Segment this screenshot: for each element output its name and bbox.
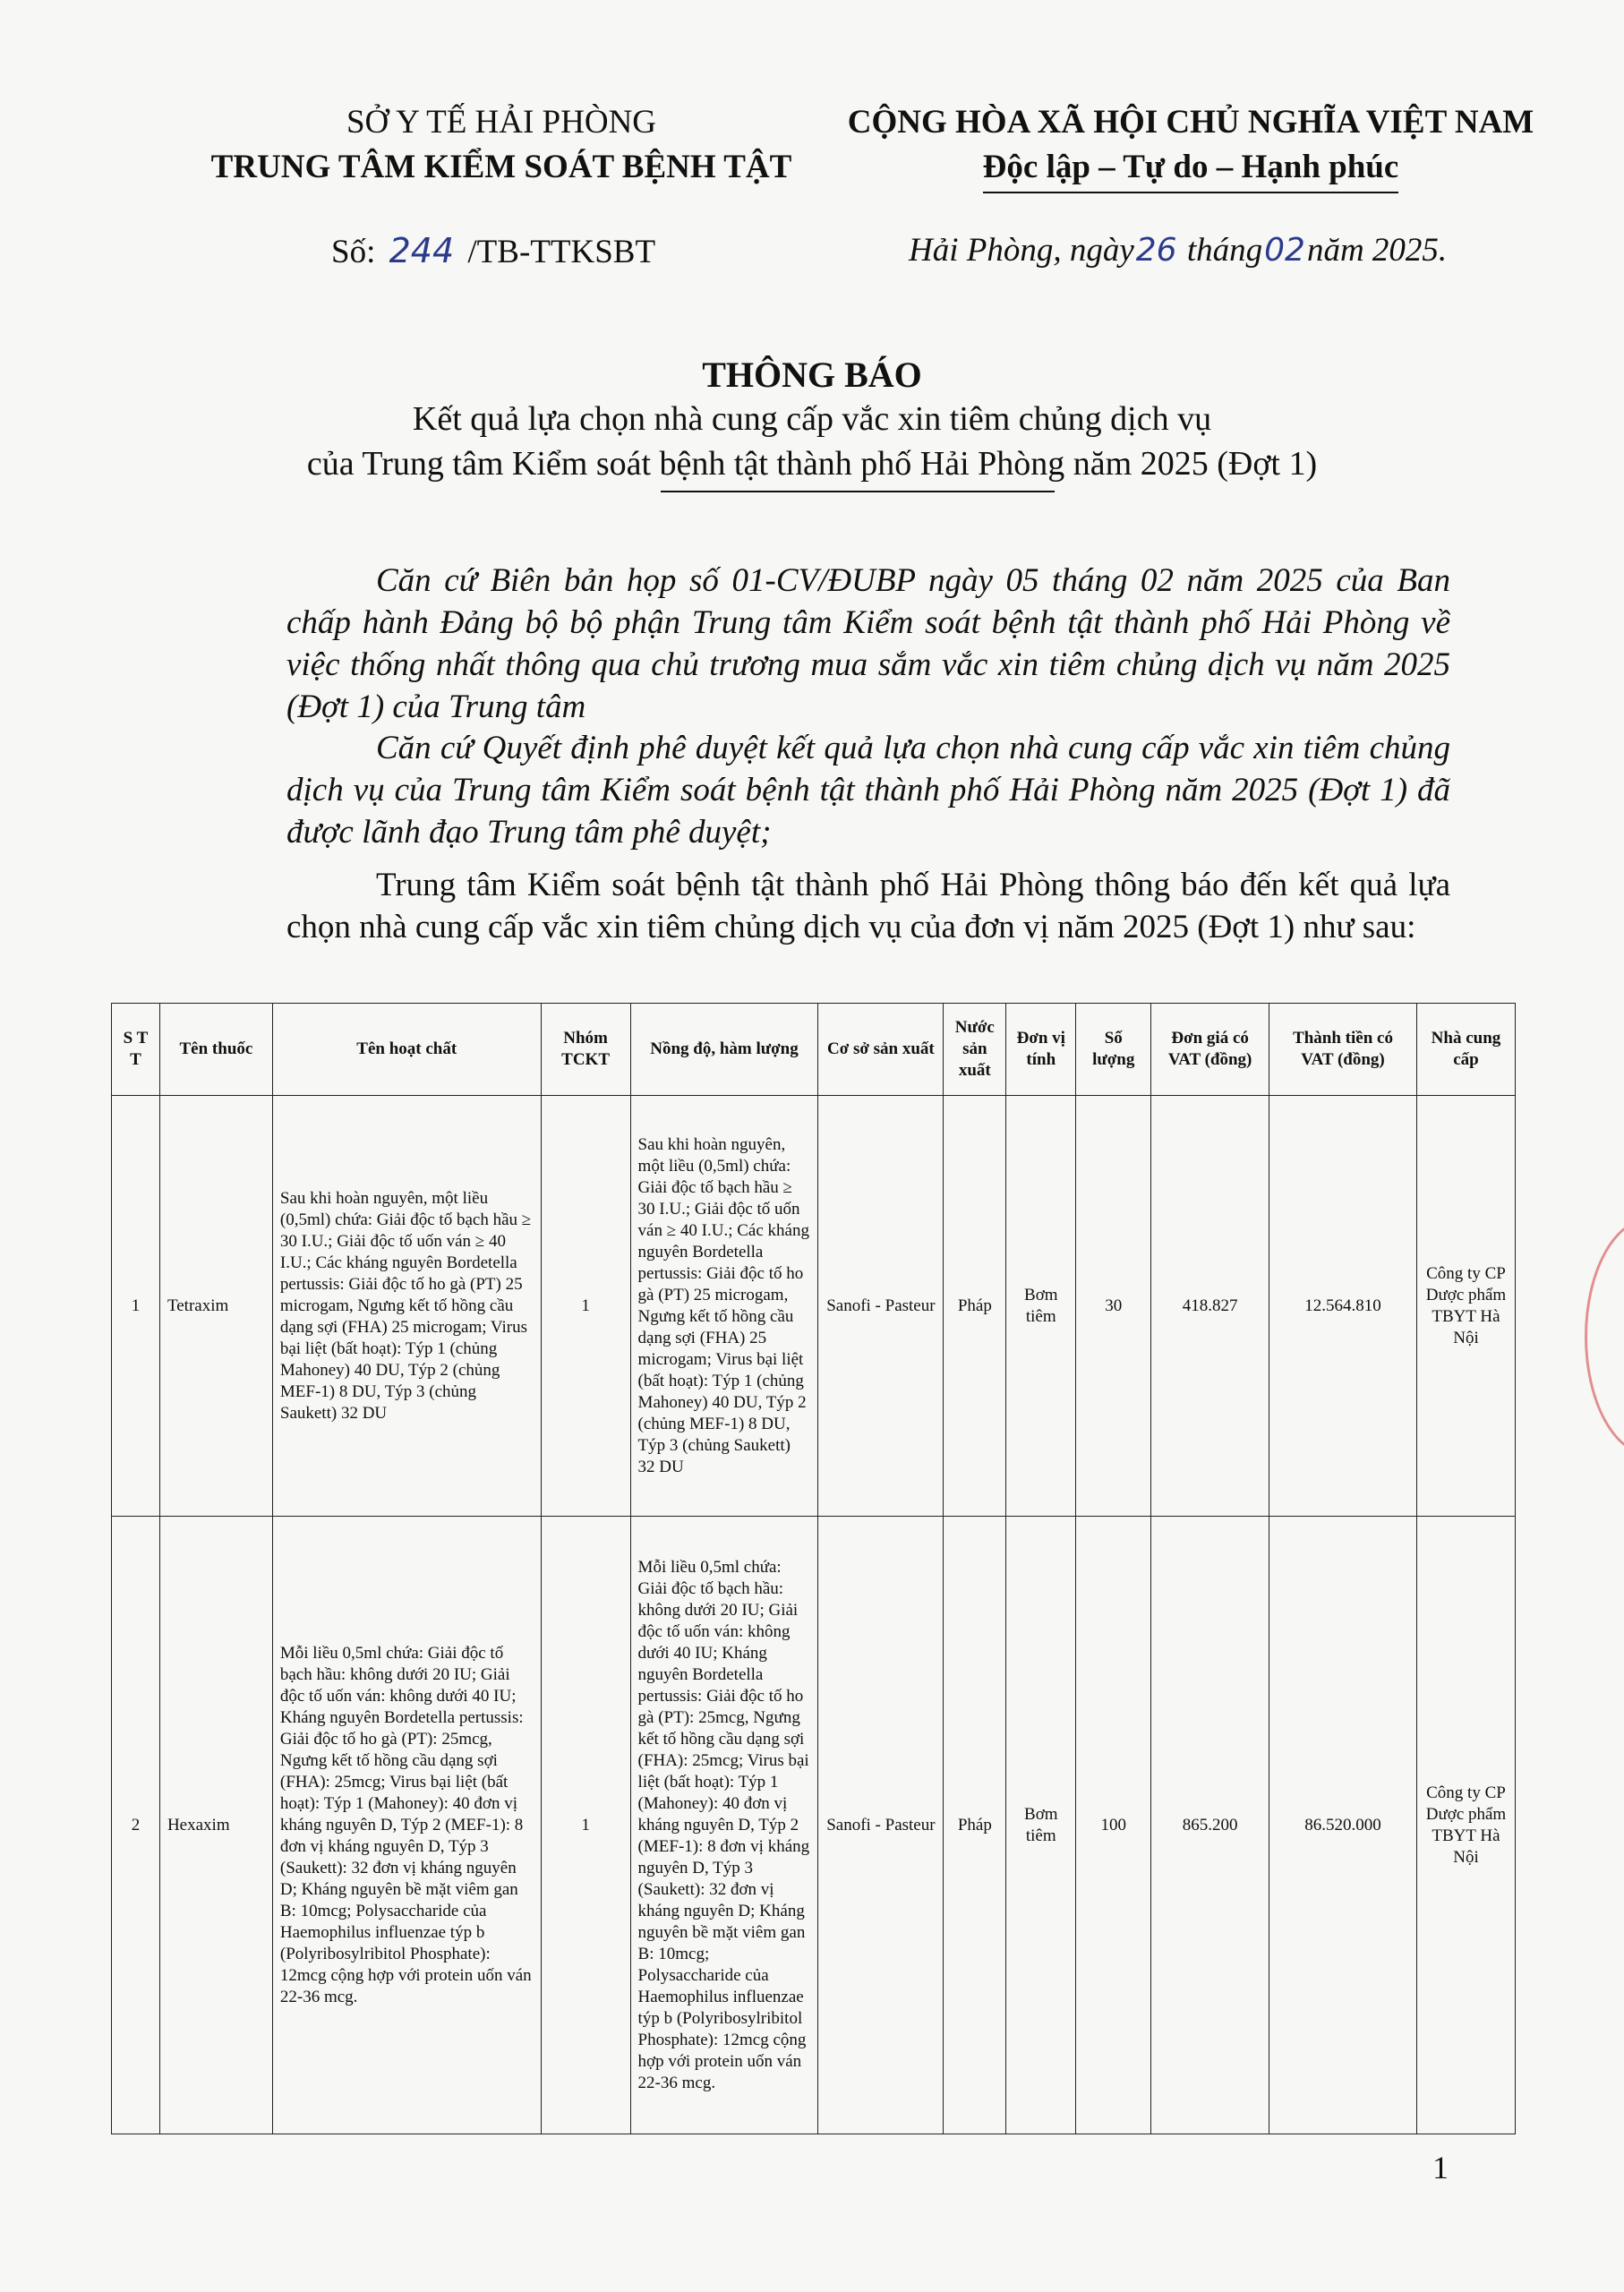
title-heading: THÔNG BÁO <box>702 355 922 395</box>
cell-stt: 2 <box>112 1517 160 2134</box>
title-subtitle-2: của Trung tâm Kiểm soát bệnh tật thành phố Hải Phòng năm 2025 (Đợt 1) <box>306 445 1318 483</box>
header-group: Nhóm TCKT <box>541 1004 630 1096</box>
page-number: 1 <box>1432 2150 1449 2185</box>
cell-group: 1 <box>541 1096 630 1517</box>
header-drug-name: Tên thuốc <box>159 1004 272 1096</box>
document-date <box>909 231 1447 269</box>
cell-total: 86.520.000 <box>1269 1517 1417 2134</box>
nation-name: CỘNG HÒA XÃ HỘI CHỦ NGHĨA VIỆT NAM <box>847 104 1534 141</box>
basis-paragraph-2: Căn cứ Quyết định phê duyệt kết quả lựa chọn nhà cung cấp vắc xin tiêm chủng dịch vụ của Trung tâm Kiểm soát bệnh tật thành phố Hải Phòng năm 2025 (Đợt 1) đã được lãnh đạo Trung tâm phê duyệt; <box>286 730 1450 851</box>
basis-paragraph-1: Căn cứ Biên bản họp số 01-CV/ĐUBP ngày 05 tháng 02 năm 2025 của Ban chấp hành Đảng bộ bộ phận Trung tâm Kiểm soát bệnh tật thành phố Hải Phòng về việc thống nhất thông qua chủ trương mua sắm vắc xin tiêm chủng dịch vụ năm 2025 (Đợt 1) của Trung tâm <box>286 562 1450 725</box>
cell-drug-name: Hexaxim <box>159 1517 272 2134</box>
number-suffix: /TB-TTKSBT <box>467 234 656 270</box>
cell-unit: Bơm tiêm <box>1006 1517 1076 2134</box>
cell-country: Pháp <box>944 1096 1006 1517</box>
document-title <box>0 354 1624 486</box>
cell-group: 1 <box>541 1517 630 2134</box>
cell-quantity: 30 <box>1076 1096 1151 1517</box>
cell-drug-name: Tetraxim <box>159 1096 272 1517</box>
title-subtitle-1: Kết quả lựa chọn nhà cung cấp vắc xin tiêm chủng dịch vụ <box>412 400 1212 438</box>
cell-supplier: Công ty CP Dược phẩm TBYT Hà Nội <box>1416 1517 1515 2134</box>
header-total: Thành tiền có VAT (đồng) <box>1269 1004 1417 1096</box>
cell-unit-price: 865.200 <box>1151 1517 1269 2134</box>
header-manufacturer: Cơ sở sản xuất <box>818 1004 944 1096</box>
red-seal-stamp <box>1585 1218 1624 1456</box>
header-stt: S T T <box>112 1004 160 1096</box>
date-place: Hải Phòng, ngày <box>909 232 1134 269</box>
cell-unit: Bơm tiêm <box>1006 1096 1076 1517</box>
organization-header <box>188 100 815 190</box>
header-active-ingredient: Tên hoạt chất <box>272 1004 541 1096</box>
cell-stt: 1 <box>112 1096 160 1517</box>
table-row <box>112 1096 1516 1517</box>
cell-active-ingredient: Sau khi hoàn nguyên, một liều (0,5ml) chứa: Giải độc tố bạch hầu ≥ 30 I.U.; Giải độc tố uốn ván ≥ 40 I.U.; Các kháng nguyên Bordetella pertussis: Giải độc tố ho gà (PT) 25 microgam, Ngưng kết tố hồng cầu dạng sợi (FHA) 25 microgam; Virus bại liệt (bất hoạt): Týp 1 (chủng Mahoney) 40 DU, Týp 2 (chủng MEF-1) 8 DU, Týp 3 (chủng Saukett) 32 DU <box>272 1096 541 1517</box>
header-concentration: Nồng độ, hàm lượng <box>630 1004 818 1096</box>
document-number <box>331 231 655 271</box>
title-divider <box>661 491 1055 492</box>
center-name: TRUNG TÂM KIỂM SOÁT BỆNH TẬT <box>210 149 792 185</box>
date-month-label: tháng <box>1186 232 1263 269</box>
cell-concentration: Mỗi liều 0,5ml chứa: Giải độc tố bạch hầu: không dưới 20 IU; Giải độc tố uốn ván: không dưới 40 IU; Kháng nguyên Bordetella pertussis: Giải độc tố ho gà (PT): 25mcg, Ngưng kết tố hồng cầu dạng sợi (FHA): 25mcg; Virus bại liệt (bất hoạt): Týp 1 (Mahoney): 40 đơn vị kháng nguyên D, Týp 2 (MEF-1): 8 đơn vị kháng nguyên D, Týp 3 (Saukett): 32 đơn vị kháng nguyên D; Kháng nguyên bề mặt viêm gan B: 10mcg; Polysaccharide của Haemophilus influenzae týp b (Polyribosylribitol Phosphate): 12mcg cộng hợp với protein uốn ván 22-36 mcg. <box>630 1517 818 2134</box>
header-country: Nước sản xuất <box>944 1004 1006 1096</box>
cell-manufacturer: Sanofi - Pasteur <box>818 1517 944 2134</box>
cell-active-ingredient: Mỗi liều 0,5ml chứa: Giải độc tố bạch hầu: không dưới 20 IU; Giải độc tố uốn ván: không dưới 40 IU; Kháng nguyên Bordetella pertussis: Giải độc tố ho gà (PT): 25mcg, Ngưng kết tố hồng cầu dạng sợi (FHA): 25mcg; Virus bại liệt (bất hoạt): Týp 1 (Mahoney): 40 đơn vị kháng nguyên D, Týp 2 (MEF-1): 8 đơn vị kháng nguyên D, Týp 3 (Saukett): 32 đơn vị kháng nguyên D; Kháng nguyên bề mặt viêm gan B: 10mcg; Polysaccharide của Haemophilus influenzae týp b (Polyribosylribitol Phosphate): 12mcg cộng hợp với protein uốn ván 22-36 mcg. <box>272 1517 541 2134</box>
cell-supplier: Công ty CP Dược phẩm TBYT Hà Nội <box>1416 1096 1515 1517</box>
ministry-name: SỞ Y TẾ HẢI PHÒNG <box>346 104 657 141</box>
national-header <box>806 100 1576 193</box>
announcement-paragraph: Trung tâm Kiểm soát bệnh tật thành phố Hải Phòng thông báo đến kết quả lựa chọn nhà cung cấp vắc xin tiêm chủng dịch vụ của đơn vị năm 2025 (Đợt 1) như sau: <box>286 867 1450 945</box>
handwritten-day: 26 <box>1135 232 1177 269</box>
vaccine-results-table <box>111 1003 1516 2134</box>
national-motto: Độc lập – Tự do – Hạnh phúc <box>983 145 1399 193</box>
cell-total: 12.564.810 <box>1269 1096 1417 1517</box>
header-supplier: Nhà cung cấp <box>1416 1004 1515 1096</box>
handwritten-month: 02 <box>1264 232 1305 269</box>
cell-quantity: 100 <box>1076 1517 1151 2134</box>
cell-concentration: Sau khi hoàn nguyên, một liều (0,5ml) chứa: Giải độc tố bạch hầu ≥ 30 I.U.; Giải độc tố uốn ván ≥ 40 I.U.; Các kháng nguyên Bordetella pertussis: Giải độc tố ho gà (PT) 25 microgam, Ngưng kết tố hồng cầu dạng sợi (FHA) 25 microgam; Virus bại liệt (bất hoạt): Týp 1 (chủng Mahoney) 40 DU, Týp 2 (chủng MEF-1) 8 DU, Týp 3 (chủng Saukett) 32 DU <box>630 1096 818 1517</box>
number-prefix: Số: <box>331 234 376 270</box>
table-row <box>112 1517 1516 2134</box>
header-unit-price: Đơn giá có VAT (đồng) <box>1151 1004 1269 1096</box>
handwritten-number: 244 <box>389 231 455 270</box>
cell-manufacturer: Sanofi - Pasteur <box>818 1096 944 1517</box>
table-header-row <box>112 1004 1516 1096</box>
cell-country: Pháp <box>944 1517 1006 2134</box>
cell-unit-price: 418.827 <box>1151 1096 1269 1517</box>
header-unit: Đơn vị tính <box>1006 1004 1076 1096</box>
date-year: năm 2025. <box>1306 232 1448 269</box>
header-quantity: Số lượng <box>1076 1004 1151 1096</box>
